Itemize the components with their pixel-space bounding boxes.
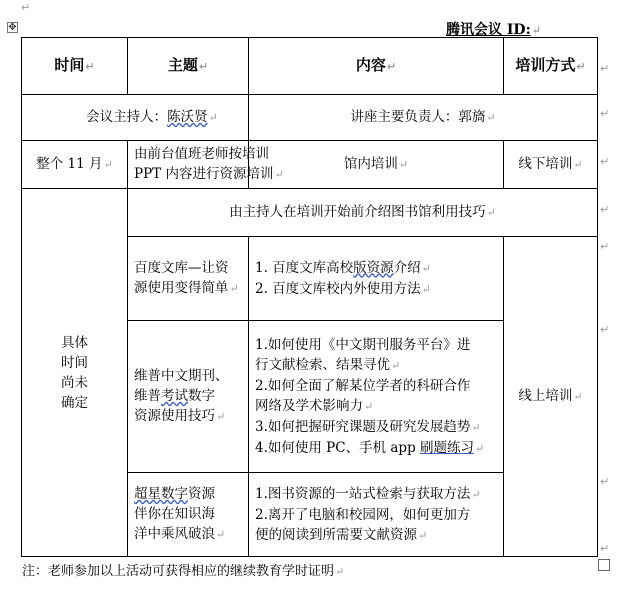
training-schedule-table: [21, 37, 598, 557]
topic-cell: 由前台值班老师按培训 PPT 内容进行资源培训↵: [128, 141, 249, 189]
content-cell: 1.图书资源的一站式检索与获取方法↵ 2.离开了电脑和校园网，如何更加方 便的阅读到所需要文献资源↵: [249, 473, 504, 557]
time-cell: 整个 11 月↵: [22, 141, 128, 189]
header-topic: 主题↵: [128, 38, 249, 95]
header-time: 时间↵: [22, 38, 128, 95]
topic-cell: 超星数字资源 伴你在知识海 洋中乘风破浪↵: [128, 473, 249, 557]
row-end-mark: ↵: [600, 62, 610, 75]
row-end-mark: ↵: [600, 107, 610, 120]
intro-cell: 由主持人在培训开始前介绍图书馆利用技巧↵: [128, 189, 598, 237]
lecturer-cell: 讲座主要负责人：郭旖↵: [249, 95, 598, 141]
content-cell: 1.如何使用《中文期刊服务平台》进 行文献检索、结果寻优↵ 2.如何全面了解某位学者的科研合作 网络及学术影响力↵ 3.如何把握研究课题及研究发展趋势↵ 4.如何使用 PC、手机 app 刷题练习↵: [249, 321, 504, 473]
table-resize-handle-icon[interactable]: [598, 559, 610, 571]
content-cell: 馆内培训↵: [249, 141, 504, 189]
row-end-mark: ↵: [600, 475, 610, 488]
mode-online-cell: 线上培训↵: [504, 237, 598, 557]
row-end-mark: ↵: [600, 240, 610, 253]
host-row: [22, 95, 598, 141]
row-end-mark: ↵: [600, 155, 610, 168]
topic-cell: 维普中文期刊、 维普考试数字 资源使用技巧↵: [128, 321, 249, 473]
table-header-row: [22, 38, 598, 95]
content-cell: 1. 百度文库高校版资源介绍↵ 2. 百度文库校内外使用方法↵: [249, 237, 504, 321]
host-cell: 会议主持人：陈沃贤↵: [22, 95, 249, 141]
host-name: 陈沃贤: [167, 109, 208, 125]
row-end-mark: ↵: [600, 203, 610, 216]
row-end-mark: ↵: [600, 323, 610, 336]
meeting-id-text: 腾讯会议 ID:: [446, 22, 531, 38]
header-content: 内容↵: [249, 38, 504, 95]
footnote: 注：老师参加以上活动可获得相应的继续教育学时证明↵: [22, 564, 345, 579]
lecturer-name: 郭旖: [458, 109, 486, 125]
mode-cell: 线下培训↵: [504, 141, 598, 189]
table-row: [22, 141, 598, 189]
row-end-mark: ↵: [600, 542, 610, 555]
table-row: [22, 189, 598, 237]
header-mode: 培训方式↵: [504, 38, 598, 95]
meeting-id-label: 腾讯会议 ID:↵: [446, 22, 541, 38]
time-undecided-cell: 具体 时间 尚未 确定: [22, 189, 128, 557]
table-move-handle-icon[interactable]: ✥: [8, 22, 17, 33]
topic-cell: 百度文库—让资 源使用变得简单↵: [128, 237, 249, 321]
paragraph-mark: ↵: [21, 1, 31, 14]
